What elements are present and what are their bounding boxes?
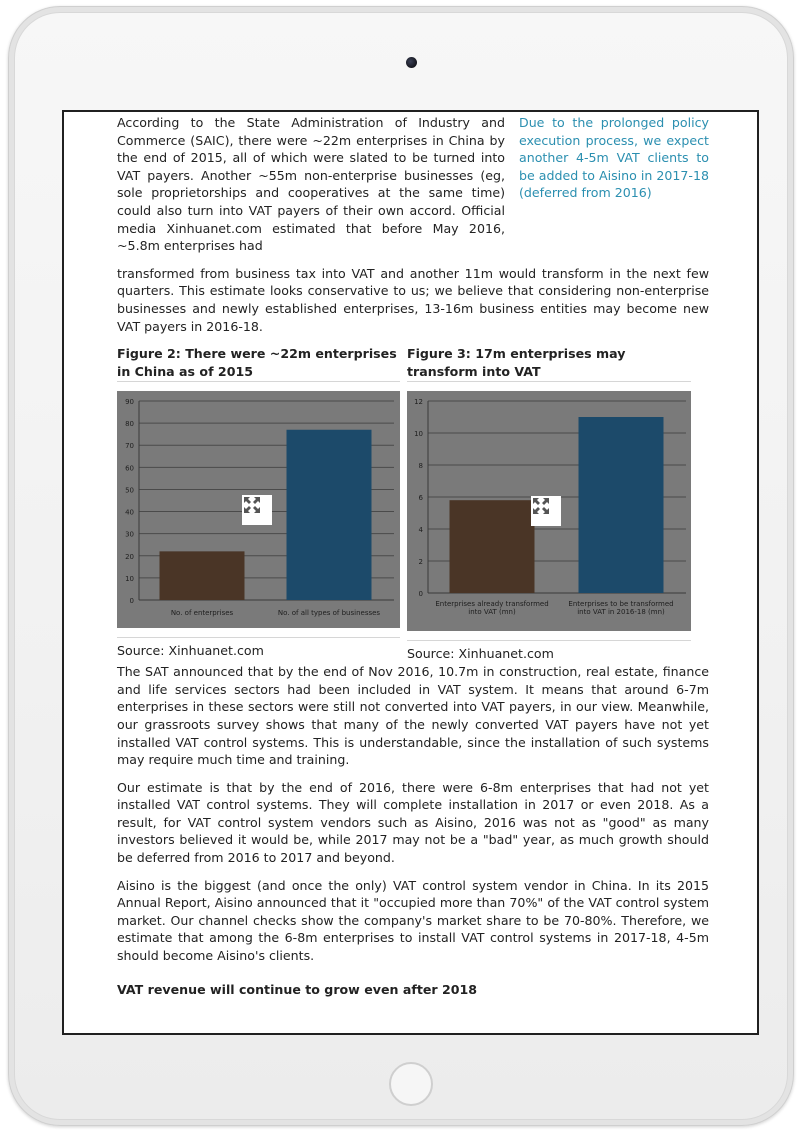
y-tick-label: 60 xyxy=(125,464,134,473)
figure-source: Source: Xinhuanet.com xyxy=(407,640,691,662)
figure-source: Source: Xinhuanet.com xyxy=(117,637,400,659)
bar xyxy=(160,551,245,600)
x-tick-label: No. of all types of businesses xyxy=(277,609,381,618)
figure-title: Figure 3: 17m enterprises may transform into VAT xyxy=(407,345,691,382)
y-tick-label: 90 xyxy=(125,398,134,407)
chart-container xyxy=(407,391,691,631)
y-tick-label: 10 xyxy=(125,575,134,584)
y-tick-label: 0 xyxy=(129,597,134,606)
x-tick-label: Enterprises already transformed into VAT (mn) xyxy=(435,600,549,617)
figure-3 xyxy=(407,345,691,662)
y-tick-label: 2 xyxy=(418,558,423,567)
y-tick-label: 0 xyxy=(418,590,423,599)
y-tick-label: 4 xyxy=(418,526,423,535)
body-paragraph: Our estimate is that by the end of 2016, there were 6-8m enterprises that had not yet installed VAT control systems. They will complete installation in 2017 or even 2018. As a result, for VAT control system vendors such as Aisino, 2016 was not as "good" as many investors believed it would be, while 2017 may not be a "bad" year, as much growth should be deferred from 2016 to 2017 and beyond. xyxy=(117,779,709,866)
sidebar-note: Due to the prolonged policy execution process, we expect another 4-5m VAT clients to be added to Aisino in 2017-18 (deferred from 2016) xyxy=(519,115,709,201)
expand-arrows-icon[interactable] xyxy=(242,495,272,525)
document-content xyxy=(117,114,709,998)
x-tick-label: No. of enterprises xyxy=(170,609,234,618)
bar xyxy=(450,500,535,593)
y-tick-label: 10 xyxy=(414,430,423,439)
expand-arrows-icon[interactable] xyxy=(531,496,561,526)
y-tick-label: 30 xyxy=(125,530,134,539)
body-paragraph: The SAT announced that by the end of Nov 2016, 10.7m in construction, real estate, finance and life services sectors had been included in VAT system. It means that around 6-7m enterprises in these sectors were still not converted into VAT payers, in our view. Meanwhile, our grassroots survey shows that many of the newly converted VAT payers have not yet installed VAT control systems. This is understandable, since the installation of such systems may require much time and training. xyxy=(117,664,709,768)
y-tick-label: 20 xyxy=(125,552,134,561)
camera-icon xyxy=(406,57,417,68)
bar xyxy=(287,430,372,600)
y-tick-label: 6 xyxy=(418,494,423,503)
intro-paragraph-end: transformed from business tax into VAT and another 11m would transform in the next few quarters. This estimate looks conservative to us; we believe that considering non-enterprise businesses and newly established enterprises, 13-16m business entities may become new VAT payers in 2016-18. xyxy=(117,265,709,334)
y-tick-label: 8 xyxy=(418,462,423,471)
y-tick-label: 40 xyxy=(125,508,134,517)
bar xyxy=(579,417,664,593)
body-paragraph: Aisino is the biggest (and once the only) VAT control system vendor in China. In its 2015 Annual Report, Aisino announced that it "occupied more than 70%" of the VAT control system market. Our channel checks show the company's market share to be 70-80%. Therefore, we estimate that among the 6-8m enterprises to install VAT control systems in 2017-18, 4-5m should become Aisino's clients. xyxy=(117,877,709,964)
section-heading: VAT revenue will continue to grow even after 2018 xyxy=(117,981,478,997)
figure-title: Figure 2: There were ~22m enterprises in China as of 2015 xyxy=(117,345,400,382)
screen xyxy=(62,110,759,1035)
figure-2 xyxy=(117,345,400,659)
tablet-device xyxy=(8,6,794,1126)
figures-row xyxy=(117,345,709,663)
intro-paragraph-start: According to the State Administration of Industry and Commerce (SAIC), there were ~22m enterprises in China by the end of 2015, all of which were slated to be turned into VAT payers. Another ~55m non-enterprise businesses (eg, sole proprietorships and cooperatives at the same time) could also turn into VAT payers of their own accord. Official media Xinhuanet.com estimated that before May 2016, ~5.8m enterprises had xyxy=(117,115,505,254)
y-tick-label: 70 xyxy=(125,442,134,451)
y-tick-label: 80 xyxy=(125,420,134,429)
x-tick-label: Enterprises to be transformed into VAT in 2016-18 (mn) xyxy=(568,600,674,617)
home-button[interactable] xyxy=(389,1062,433,1106)
y-tick-label: 12 xyxy=(414,398,423,407)
y-tick-label: 50 xyxy=(125,486,134,495)
chart-container xyxy=(117,391,400,628)
intro-section xyxy=(117,114,709,335)
